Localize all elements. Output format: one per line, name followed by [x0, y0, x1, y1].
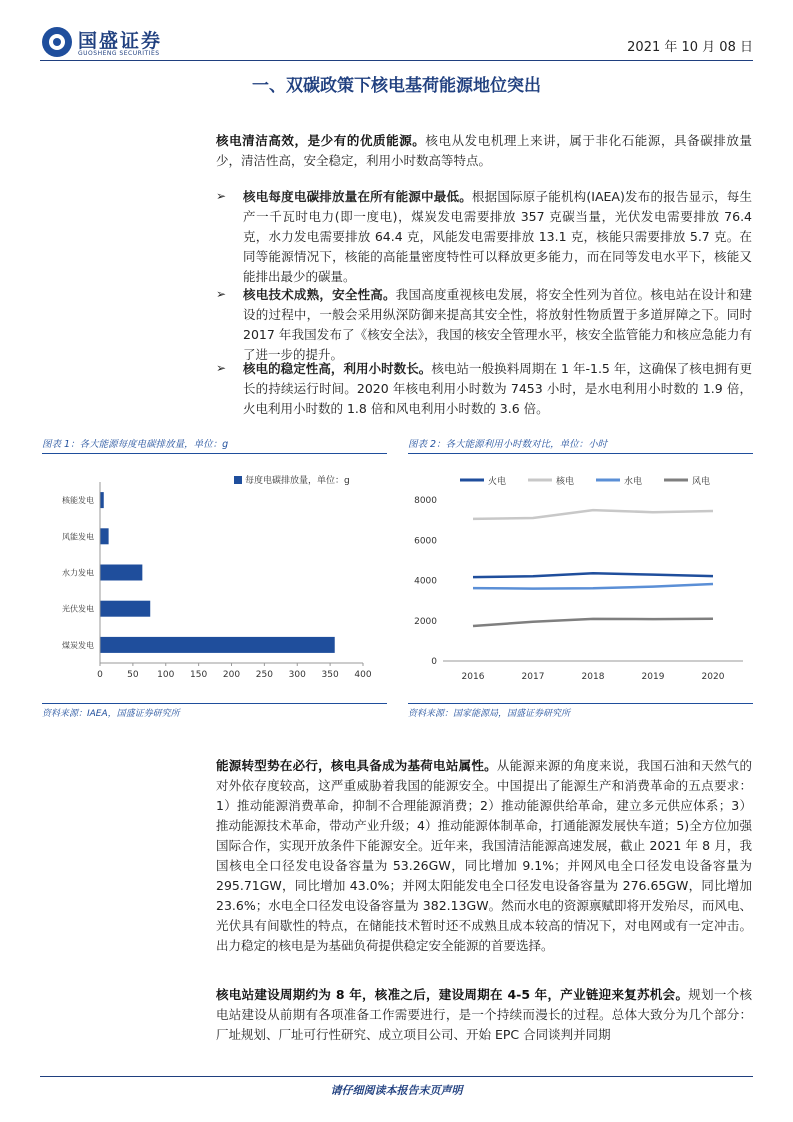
paragraph-lead: 能源转型势在必行，核电具备成为基荷电站属性。 [216, 758, 497, 773]
bullet-lead: 核电技术成熟，安全性高。 [243, 287, 396, 302]
logo-icon [42, 27, 72, 57]
bullet-text: 根据国际原子能机构(IAEA)发布的报告显示，每生产一千瓦时电力(即一度电)，煤炭发电需要排放 357 克碳当量，光伏发电需要排放 76.4 克，水力发电需要排放 64.4 克，风能发电需要排放 13.1 克，核能只需要排放 5.7 克。在同等能源情况下，核能的高能量密度特性可以释放更多能力，而在同等发电水平下，核能又能排出最少的碳量。 [243, 189, 752, 284]
header-rule [40, 60, 753, 61]
x-tick-label: 50 [127, 670, 139, 680]
category-label: 核能发电 [62, 496, 94, 506]
legend-label: 火电 [488, 477, 507, 487]
figure1-title: 图表 1：各大能源每度电碳排放量，单位：g [42, 439, 229, 450]
x-tick-label: 300 [288, 670, 306, 680]
legend-label: 风电 [692, 477, 711, 487]
y-tick-label: 8000 [414, 496, 437, 506]
section-title: 一、双碳政策下核电基荷能源地位突出 [252, 76, 541, 96]
bullet-text: 我国高度重视核电发展，将安全性列为首位。核电站在设计和建设的过程中，一般会采用纵深防御来提高其安全性，将放射性物质置于多道屏障之下。同时 2017 年我国发布了《核安全法》，我国的核安全管理水平，核安全监管能力和核应急能力有了进一步的提升。 [243, 287, 752, 362]
legend-label: 每度电碳排放量，单位：g [245, 476, 350, 486]
x-tick-label: 2016 [461, 672, 485, 682]
footer-disclaimer: 请仔细阅读本报告末页声明 [330, 1084, 463, 1097]
bar [100, 637, 335, 653]
intro-lead: 核电清洁高效，是少有的优质能源。 [216, 133, 426, 148]
series-line [473, 510, 713, 519]
series-line [473, 584, 713, 589]
x-tick-label: 400 [354, 670, 372, 680]
x-tick-label: 0 [97, 670, 103, 680]
figure1-chart [42, 456, 387, 700]
figure2-source: 资料来源：国家能源局，国盛证券研究所 [408, 709, 571, 719]
bullet-item [243, 285, 752, 365]
legend-label: 水电 [624, 477, 643, 487]
figure1-bottom-rule [42, 703, 387, 704]
bar [100, 492, 104, 508]
paragraph-lead: 核电站建设周期约为 8 年，核准之后，建设周期在 4-5 年，产业链迎来复苏机会。 [216, 987, 689, 1002]
bullet-item [243, 187, 752, 287]
bar [100, 565, 142, 581]
x-tick-label: 2020 [701, 672, 725, 682]
y-tick-label: 2000 [414, 616, 437, 627]
figure2-bottom-rule [408, 703, 753, 704]
category-label: 煤炭发电 [62, 640, 94, 650]
y-tick-label: 0 [431, 657, 437, 667]
figure2-top-rule [408, 453, 753, 454]
report-date: 2021 年 10 月 08 日 [627, 40, 753, 55]
x-tick-label: 2018 [581, 672, 605, 682]
bar [100, 601, 150, 617]
bullet-arrow-icon: ➢ [216, 287, 227, 301]
series-line [473, 619, 713, 626]
bullet-lead: 核电的稳定性高，利用小时数长。 [243, 361, 432, 376]
figure2-chart [408, 456, 753, 700]
x-tick-label: 100 [157, 670, 175, 680]
figure1-top-rule [42, 453, 387, 454]
x-tick-label: 250 [255, 670, 273, 680]
intro-paragraph [216, 131, 752, 171]
bullet-arrow-icon: ➢ [216, 361, 227, 375]
paragraph-text: 规划一个核电站建设从前期有各项准备工作需要进行，是一个持续而漫长的过程。总体大致分为几个部分：厂址规划、厂址可行性研究、成立项目公司、开始 EPC 合同谈判并同期 [216, 987, 752, 1042]
bullet-text: 核电站一般换料周期在 1 年-1.5 年，这确保了核电拥有更长的持续运行时间。2020 年核电利用小时数为 7453 小时，是水电利用小时数的 1.9 倍，火电利用小时数的 1.8 倍和风电利用小时数的 3.6 倍。 [243, 361, 752, 416]
brand-name: 国盛证券 [78, 30, 163, 52]
energy-transition-paragraph [216, 756, 752, 956]
legend-swatch [234, 476, 242, 484]
x-tick-label: 350 [321, 670, 339, 680]
y-tick-label: 4000 [414, 576, 437, 587]
x-tick-label: 2017 [521, 672, 545, 682]
intro-text: 核电从发电机理上来讲，属于非化石能源，具备碳排放量少，清洁性高，安全稳定，利用小时数高等特点。 [216, 133, 752, 168]
y-tick-label: 6000 [414, 536, 437, 547]
figure2-title: 图表 2：各大能源利用小时数对比，单位：小时 [408, 439, 608, 450]
figure1-source: 资料来源：IAEA，国盛证券研究所 [42, 709, 180, 719]
footer-rule [40, 1076, 753, 1077]
x-tick-label: 150 [190, 670, 208, 680]
series-line [473, 573, 713, 577]
legend-label: 核电 [556, 477, 575, 487]
construction-cycle-paragraph [216, 985, 752, 1045]
bullet-arrow-icon: ➢ [216, 189, 227, 203]
paragraph-text: 从能源来源的角度来说，我国石油和天然气的对外依存度较高，这严重威胁着我国的能源安全。中国提出了能源生产和消费革命的五点要求：1）推动能源消费革命，抑制不合理能源消费；2）推动能源供给革命，建立多元供应体系；3）推动能源技术革命，带动产业升级；4）推动能源体制革命，打通能源发展快车道；5)全方位加强国际合作，实现开放条件下能源安全。近年来，我国清洁能源高速发展，截止 2021 年 8 月，我国核电全口径发电设备容量为 53.26GW，同比增加 9.1%；并网风电全口径发电设备容量为 295.71GW，同比增加 43.0%；并网太阳能发电全口径发电设备容量为 276.65GW，同比增加 23.6%；水电全口径发电设备容量为 382.13GW。然而水电的资源禀赋即将开发殆尽，而风电、光伏具有间歇性的特点，在储能技术暂时还不成熟且成本较高的情况下，对电网或有一定冲击。出力稳定的核电是为基础负荷提供稳定安全能源的首要选择。 [216, 758, 752, 953]
bar [100, 528, 109, 544]
x-tick-label: 2019 [641, 672, 665, 682]
category-label: 水力发电 [62, 568, 94, 578]
category-label: 光伏发电 [62, 604, 94, 614]
category-label: 风能发电 [62, 532, 94, 542]
bullet-lead: 核电每度电碳排放量在所有能源中最低。 [243, 189, 472, 204]
brand-name-en: GUOSHENG SECURITIES [78, 50, 160, 57]
bullet-item [243, 359, 752, 419]
x-tick-label: 200 [222, 670, 241, 680]
